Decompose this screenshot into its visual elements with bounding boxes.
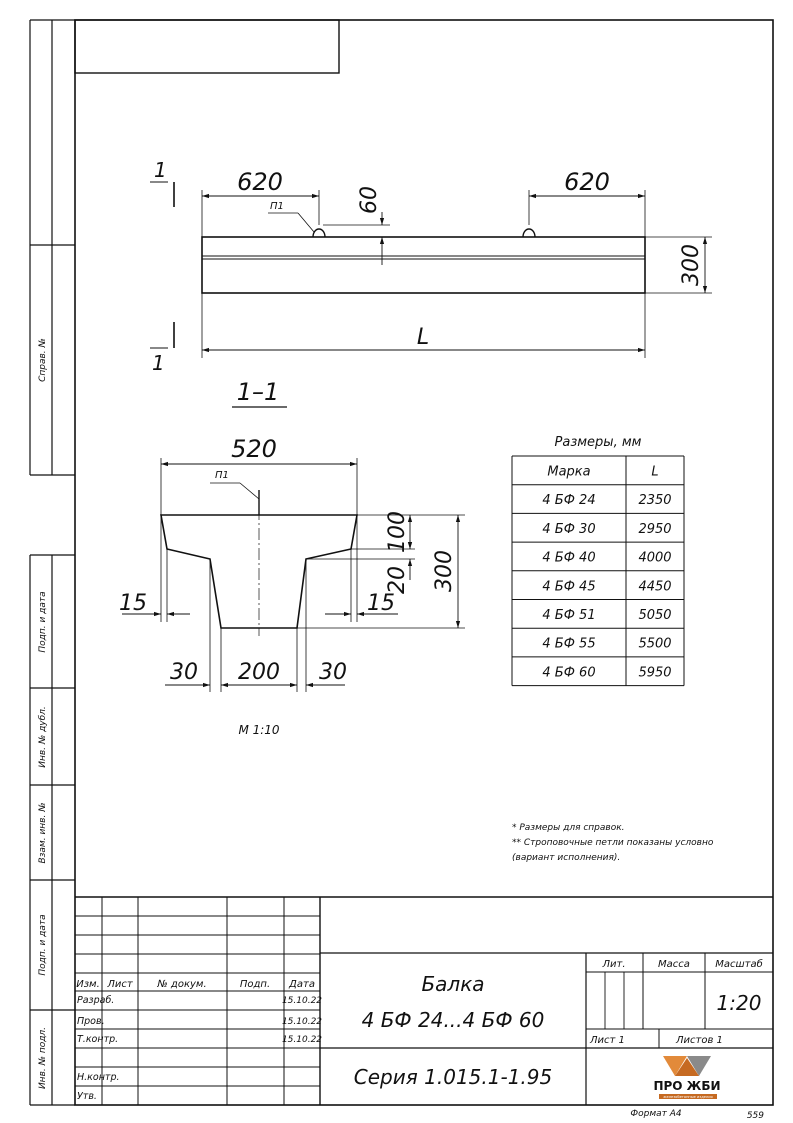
dims-table-cell-length: 2950	[638, 521, 672, 537]
dim-right-offset: 15	[367, 591, 395, 616]
tb-role-developer: Разраб.	[77, 995, 115, 1006]
tb-lit-label: Лит.	[602, 959, 626, 970]
section-mark-top: 1	[154, 158, 167, 182]
side-stamp-replace-inv-label: Взам. инв. №	[38, 802, 48, 864]
title-block	[75, 897, 773, 1105]
beam-elevation-view	[150, 158, 712, 375]
dim-loop-height: 60	[357, 186, 382, 214]
tb-series: Серия 1.015.1-1.95	[353, 1065, 553, 1089]
dim-slope-height: 20	[385, 566, 410, 594]
dim-section-height: 300	[432, 550, 457, 592]
lifting-loop-left	[313, 229, 325, 237]
logo-wordmark: ПРО ЖБИ	[653, 1079, 721, 1093]
dims-table-cell-length: 5950	[638, 665, 672, 681]
tb-role-checker: Пров.	[77, 1016, 105, 1027]
side-stamp-sign-date-label-2: Подп. и дата	[38, 914, 48, 976]
side-stamp-sign-date-label: Подп. и дата	[38, 591, 48, 653]
dims-table-cell-mark: 4 БФ 30	[542, 521, 596, 537]
note-line-3: (вариант исполнения).	[512, 853, 621, 863]
dims-table-cell-length: 2350	[638, 493, 672, 509]
dim-left-offset: 15	[119, 591, 147, 616]
dims-table-cell-mark: 4 БФ 51	[542, 608, 596, 624]
tb-date-developer: 15.10.22	[281, 996, 323, 1006]
dim-bottom-left: 30	[170, 660, 198, 685]
dims-table-caption: Размеры, мм	[554, 435, 642, 450]
tb-role-approver: Утв.	[77, 1091, 97, 1102]
tb-header-docnum: № докум.	[157, 979, 207, 990]
tb-header-change: Изм.	[76, 979, 100, 990]
format-label: Формат А4	[630, 1109, 682, 1119]
top-stamp-box	[75, 20, 339, 73]
dims-table-cells	[542, 465, 671, 681]
tb-date-checker: 15.10.22	[281, 1017, 323, 1027]
tb-header-date: Дата	[289, 979, 315, 990]
dim-bottom-right: 30	[319, 660, 347, 685]
tb-role-norm-control: Н.контр.	[77, 1072, 120, 1083]
tb-sheet-label: Лист 1	[590, 1035, 625, 1046]
tb-header-sheet: Лист	[107, 979, 133, 990]
dims-table-header-length: L	[651, 464, 659, 480]
lifting-loop-right	[523, 229, 535, 237]
dims-table-header-mark: Марка	[547, 464, 591, 480]
dim-top-width: 520	[231, 435, 277, 463]
dims-table-cell-mark: 4 БФ 60	[542, 665, 596, 681]
note-line-2: ** Строповочные петли показаны условно	[512, 838, 714, 848]
side-stamp-dup-inv-label: Инв. № дубл.	[38, 706, 48, 768]
beam-body	[202, 237, 645, 293]
logo-subtitle: железобетонные изделия	[663, 1095, 713, 1099]
section-scale: М 1:10	[238, 723, 280, 737]
dim-bottom-width: 200	[238, 660, 280, 685]
side-stamp-orig-inv-label: Инв. № подл.	[38, 1026, 48, 1090]
tb-scale-value: 1:20	[716, 991, 762, 1015]
dims-table-cell-mark: 4 БФ 45	[542, 579, 596, 595]
note-line-1: * Размеры для справок.	[512, 823, 625, 833]
notes	[512, 823, 714, 863]
dim-flange-thickness: 100	[385, 511, 410, 553]
dims-table-cell-length: 5050	[638, 608, 672, 624]
tb-mass-label: Масса	[658, 959, 690, 970]
tb-header-sign: Подп.	[239, 979, 271, 990]
tb-product-name: Балка	[421, 972, 485, 996]
dim-beam-height: 300	[679, 244, 704, 286]
tb-role-tech-control: Т.контр.	[77, 1034, 119, 1045]
dims-table-cell-length: 4000	[638, 550, 672, 566]
dims-table-cell-mark: 4 БФ 24	[542, 493, 596, 509]
dimensions-table	[512, 435, 684, 686]
dims-table-cell-mark: 4 БФ 40	[542, 550, 596, 566]
section-mark-bottom: 1	[152, 351, 165, 375]
side-stamp	[30, 20, 75, 1105]
tb-product-range: 4 БФ 24...4 БФ 60	[361, 1008, 545, 1032]
company-logo	[653, 1056, 720, 1099]
section-title: 1–1	[236, 378, 280, 406]
tb-sheets-label: Листов 1	[676, 1035, 723, 1046]
loop-label-elevation: П1	[270, 201, 284, 212]
beam-cross-section	[119, 378, 465, 737]
dims-table-cell-mark: 4 БФ 55	[542, 636, 596, 652]
dim-loop-offset-left: 620	[237, 168, 283, 196]
dim-loop-offset-right: 620	[564, 168, 610, 196]
dim-beam-length: L	[416, 325, 430, 350]
dims-table-cell-length: 5500	[638, 636, 672, 652]
loop-label-section: П1	[215, 470, 229, 481]
page-number: 559	[746, 1111, 764, 1121]
dims-table-cell-length: 4450	[638, 579, 672, 595]
tb-scale-label: Масштаб	[715, 959, 763, 970]
tb-date-tech-control: 15.10.22	[281, 1035, 323, 1045]
side-stamp-ref-label: Справ. №	[38, 338, 48, 382]
